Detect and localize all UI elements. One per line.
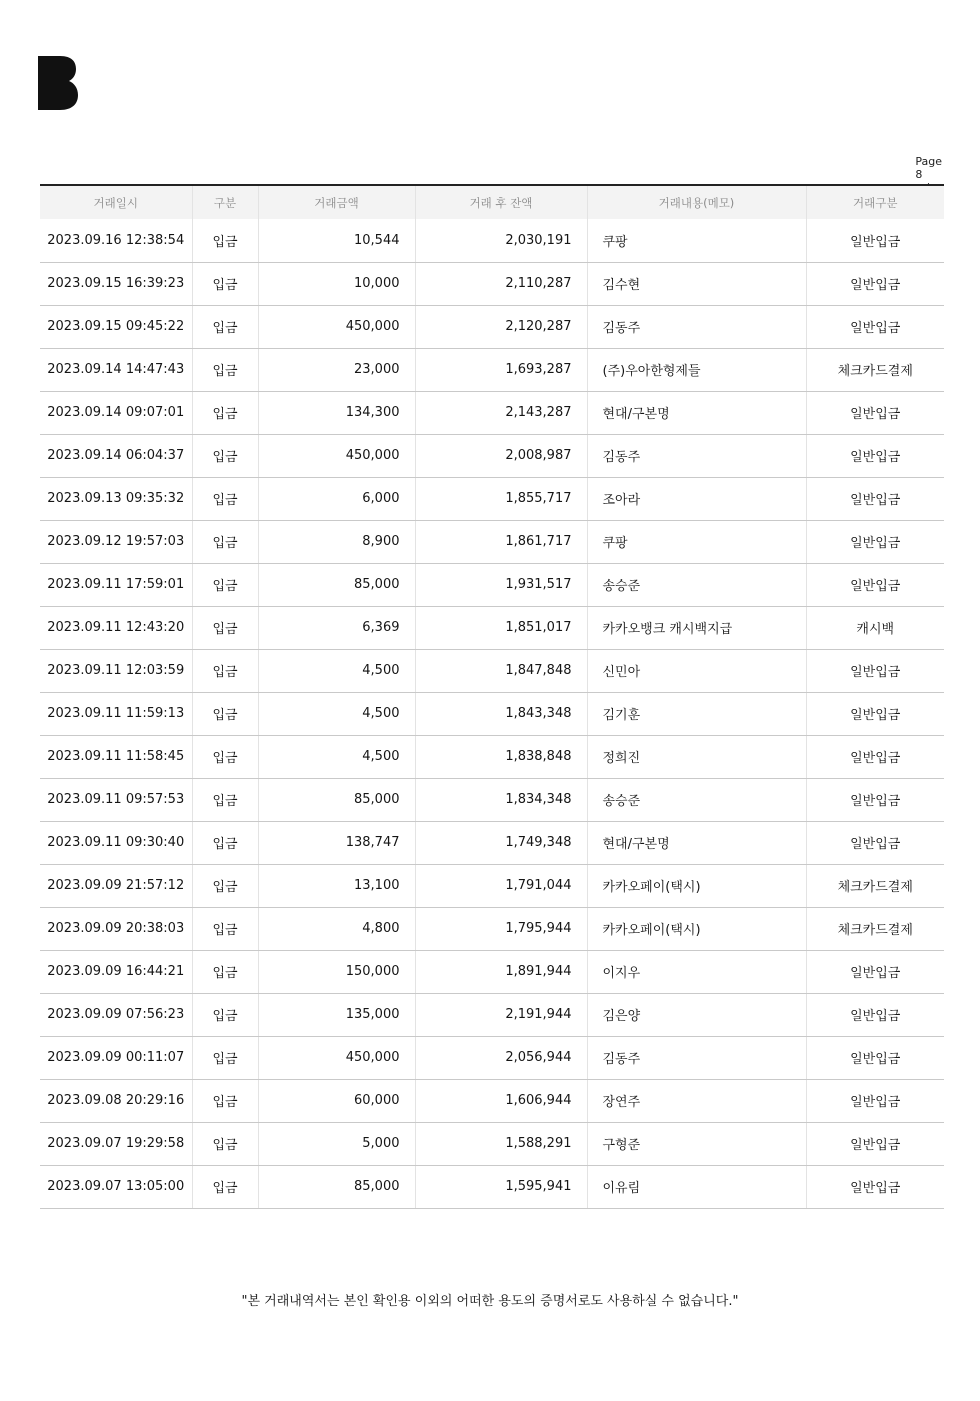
table-row (40, 993, 944, 1036)
table-row (40, 1079, 944, 1122)
cell-balance: 1,795,944 (415, 907, 587, 950)
cell-memo: 송승준 (587, 563, 806, 606)
cell-category: 일반입금 (806, 391, 944, 434)
cell-balance: 1,595,941 (415, 1165, 587, 1208)
cell-category: 일반입금 (806, 520, 944, 563)
cell-memo: 정희진 (587, 735, 806, 778)
cell-datetime: 2023.09.15 09:45:22 (40, 305, 192, 348)
cell-balance: 1,843,348 (415, 692, 587, 735)
cell-balance: 1,838,848 (415, 735, 587, 778)
table-row (40, 391, 944, 434)
cell-balance: 1,851,017 (415, 606, 587, 649)
table-row (40, 778, 944, 821)
cell-type: 입금 (192, 778, 258, 821)
cell-balance: 1,749,348 (415, 821, 587, 864)
cell-datetime: 2023.09.09 07:56:23 (40, 993, 192, 1036)
cell-datetime: 2023.09.12 19:57:03 (40, 520, 192, 563)
cell-datetime: 2023.09.14 14:47:43 (40, 348, 192, 391)
cell-amount: 85,000 (258, 563, 415, 606)
cell-memo: 현대/구본명 (587, 821, 806, 864)
cell-category: 일반입금 (806, 219, 944, 262)
cell-datetime: 2023.09.09 20:38:03 (40, 907, 192, 950)
cell-amount: 85,000 (258, 1165, 415, 1208)
cell-balance: 1,834,348 (415, 778, 587, 821)
cell-datetime: 2023.09.09 00:11:07 (40, 1036, 192, 1079)
cell-datetime: 2023.09.14 06:04:37 (40, 434, 192, 477)
cell-type: 입금 (192, 219, 258, 262)
cell-datetime: 2023.09.13 09:35:32 (40, 477, 192, 520)
cell-datetime: 2023.09.08 20:29:16 (40, 1079, 192, 1122)
cell-type: 입금 (192, 692, 258, 735)
cell-type: 입금 (192, 1165, 258, 1208)
table-row (40, 262, 944, 305)
cell-type: 입금 (192, 563, 258, 606)
cell-amount: 450,000 (258, 1036, 415, 1079)
table-row (40, 649, 944, 692)
cell-category: 일반입금 (806, 993, 944, 1036)
cell-category: 일반입금 (806, 778, 944, 821)
table-row (40, 950, 944, 993)
cell-amount: 8,900 (258, 520, 415, 563)
table-row (40, 434, 944, 477)
cell-memo: 신민아 (587, 649, 806, 692)
cell-category: 일반입금 (806, 305, 944, 348)
cell-datetime: 2023.09.09 21:57:12 (40, 864, 192, 907)
cell-category: 일반입금 (806, 477, 944, 520)
table-row (40, 606, 944, 649)
cell-type: 입금 (192, 907, 258, 950)
cell-amount: 10,544 (258, 219, 415, 262)
cell-memo: 김은양 (587, 993, 806, 1036)
page-separator: / (925, 181, 930, 194)
cell-memo: 현대/구본명 (587, 391, 806, 434)
table-row (40, 1165, 944, 1208)
cell-amount: 135,000 (258, 993, 415, 1036)
cell-category: 일반입금 (806, 735, 944, 778)
cell-type: 입금 (192, 305, 258, 348)
cell-memo: 쿠팡 (587, 219, 806, 262)
cell-memo: 송승준 (587, 778, 806, 821)
table-row (40, 692, 944, 735)
cell-type: 입금 (192, 993, 258, 1036)
cell-amount: 13,100 (258, 864, 415, 907)
table-row (40, 477, 944, 520)
cell-type: 입금 (192, 1079, 258, 1122)
cell-amount: 60,000 (258, 1079, 415, 1122)
table-row (40, 821, 944, 864)
table-row (40, 907, 944, 950)
cell-category: 일반입금 (806, 262, 944, 305)
cell-amount: 4,800 (258, 907, 415, 950)
cell-memo: 김동주 (587, 305, 806, 348)
cell-balance: 1,855,717 (415, 477, 587, 520)
cell-type: 입금 (192, 606, 258, 649)
cell-category: 일반입금 (806, 1036, 944, 1079)
bank-logo (38, 56, 78, 110)
cell-balance: 2,143,287 (415, 391, 587, 434)
cell-datetime: 2023.09.15 16:39:23 (40, 262, 192, 305)
cell-type: 입금 (192, 477, 258, 520)
cell-memo: 쿠팡 (587, 520, 806, 563)
cell-amount: 134,300 (258, 391, 415, 434)
cell-amount: 150,000 (258, 950, 415, 993)
header-datetime: 거래일시 (40, 185, 192, 219)
cell-category: 일반입금 (806, 649, 944, 692)
cell-datetime: 2023.09.11 12:03:59 (40, 649, 192, 692)
cell-datetime: 2023.09.09 16:44:21 (40, 950, 192, 993)
cell-memo: (주)우아한형제들 (587, 348, 806, 391)
cell-category: 캐시백 (806, 606, 944, 649)
cell-balance: 2,008,987 (415, 434, 587, 477)
cell-balance: 1,931,517 (415, 563, 587, 606)
cell-type: 입금 (192, 821, 258, 864)
page-label: Page (915, 155, 942, 168)
cell-type: 입금 (192, 864, 258, 907)
transaction-table-container (40, 184, 944, 1209)
cell-datetime: 2023.09.11 12:43:20 (40, 606, 192, 649)
cell-category: 일반입금 (806, 1079, 944, 1122)
cell-balance: 1,847,848 (415, 649, 587, 692)
cell-type: 입금 (192, 391, 258, 434)
cell-balance: 2,191,944 (415, 993, 587, 1036)
cell-category: 일반입금 (806, 1165, 944, 1208)
cell-category: 체크카드결제 (806, 348, 944, 391)
cell-balance: 2,120,287 (415, 305, 587, 348)
cell-amount: 450,000 (258, 305, 415, 348)
cell-type: 입금 (192, 434, 258, 477)
cell-balance: 1,693,287 (415, 348, 587, 391)
cell-balance: 1,891,944 (415, 950, 587, 993)
cell-amount: 5,000 (258, 1122, 415, 1165)
cell-datetime: 2023.09.16 12:38:54 (40, 219, 192, 262)
table-body (40, 219, 944, 1208)
table-row (40, 1036, 944, 1079)
table-row (40, 563, 944, 606)
cell-memo: 카카오페이(택시) (587, 864, 806, 907)
cell-type: 입금 (192, 649, 258, 692)
cell-balance: 1,588,291 (415, 1122, 587, 1165)
header-category: 거래구분 (806, 185, 944, 219)
cell-category: 일반입금 (806, 1122, 944, 1165)
table-row (40, 305, 944, 348)
header-amount: 거래금액 (258, 185, 415, 219)
cell-balance: 1,606,944 (415, 1079, 587, 1122)
cell-type: 입금 (192, 1122, 258, 1165)
cell-memo: 김동주 (587, 434, 806, 477)
cell-amount: 85,000 (258, 778, 415, 821)
logo-b-mark (38, 56, 78, 110)
cell-memo: 이유림 (587, 1165, 806, 1208)
cell-amount: 6,369 (258, 606, 415, 649)
cell-amount: 10,000 (258, 262, 415, 305)
cell-category: 일반입금 (806, 950, 944, 993)
cell-amount: 4,500 (258, 735, 415, 778)
cell-balance: 2,110,287 (415, 262, 587, 305)
cell-type: 입금 (192, 262, 258, 305)
header-balance: 거래 후 잔액 (415, 185, 587, 219)
table-row (40, 348, 944, 391)
cell-memo: 김기훈 (587, 692, 806, 735)
cell-type: 입금 (192, 520, 258, 563)
cell-type: 입금 (192, 1036, 258, 1079)
cell-memo: 김수현 (587, 262, 806, 305)
cell-datetime: 2023.09.11 09:30:40 (40, 821, 192, 864)
cell-memo: 이지우 (587, 950, 806, 993)
cell-datetime: 2023.09.11 11:59:13 (40, 692, 192, 735)
cell-memo: 장연주 (587, 1079, 806, 1122)
cell-type: 입금 (192, 950, 258, 993)
transaction-table (40, 184, 944, 1209)
cell-amount: 6,000 (258, 477, 415, 520)
cell-datetime: 2023.09.07 13:05:00 (40, 1165, 192, 1208)
cell-category: 체크카드결제 (806, 864, 944, 907)
cell-amount: 138,747 (258, 821, 415, 864)
cell-amount: 4,500 (258, 692, 415, 735)
cell-memo: 카카오페이(택시) (587, 907, 806, 950)
table-row (40, 735, 944, 778)
cell-memo: 김동주 (587, 1036, 806, 1079)
table-row (40, 1122, 944, 1165)
cell-balance: 1,791,044 (415, 864, 587, 907)
disclaimer-note: "본 거래내역서는 본인 확인용 이외의 어떠한 용도의 증명서로도 사용하실 수 없습니다." (241, 1294, 739, 1309)
cell-category: 일반입금 (806, 821, 944, 864)
table-row (40, 864, 944, 907)
header-memo: 거래내용(메모) (587, 185, 806, 219)
cell-balance: 1,861,717 (415, 520, 587, 563)
header-type: 구분 (192, 185, 258, 219)
table-row (40, 520, 944, 563)
cell-type: 입금 (192, 348, 258, 391)
cell-category: 체크카드결제 (806, 907, 944, 950)
cell-balance: 2,030,191 (415, 219, 587, 262)
cell-datetime: 2023.09.11 09:57:53 (40, 778, 192, 821)
cell-datetime: 2023.09.07 19:29:58 (40, 1122, 192, 1165)
cell-category: 일반입금 (806, 692, 944, 735)
cell-amount: 23,000 (258, 348, 415, 391)
cell-datetime: 2023.09.14 09:07:01 (40, 391, 192, 434)
page-total: 15 (915, 194, 930, 207)
cell-amount: 450,000 (258, 434, 415, 477)
cell-type: 입금 (192, 735, 258, 778)
table-row (40, 219, 944, 262)
cell-memo: 카카오뱅크 캐시백지급 (587, 606, 806, 649)
page-current: 8 (915, 168, 923, 181)
table-header-row (40, 185, 944, 219)
cell-balance: 2,056,944 (415, 1036, 587, 1079)
cell-amount: 4,500 (258, 649, 415, 692)
cell-category: 일반입금 (806, 434, 944, 477)
cell-memo: 구형준 (587, 1122, 806, 1165)
cell-datetime: 2023.09.11 17:59:01 (40, 563, 192, 606)
cell-category: 일반입금 (806, 563, 944, 606)
cell-memo: 조아라 (587, 477, 806, 520)
cell-datetime: 2023.09.11 11:58:45 (40, 735, 192, 778)
